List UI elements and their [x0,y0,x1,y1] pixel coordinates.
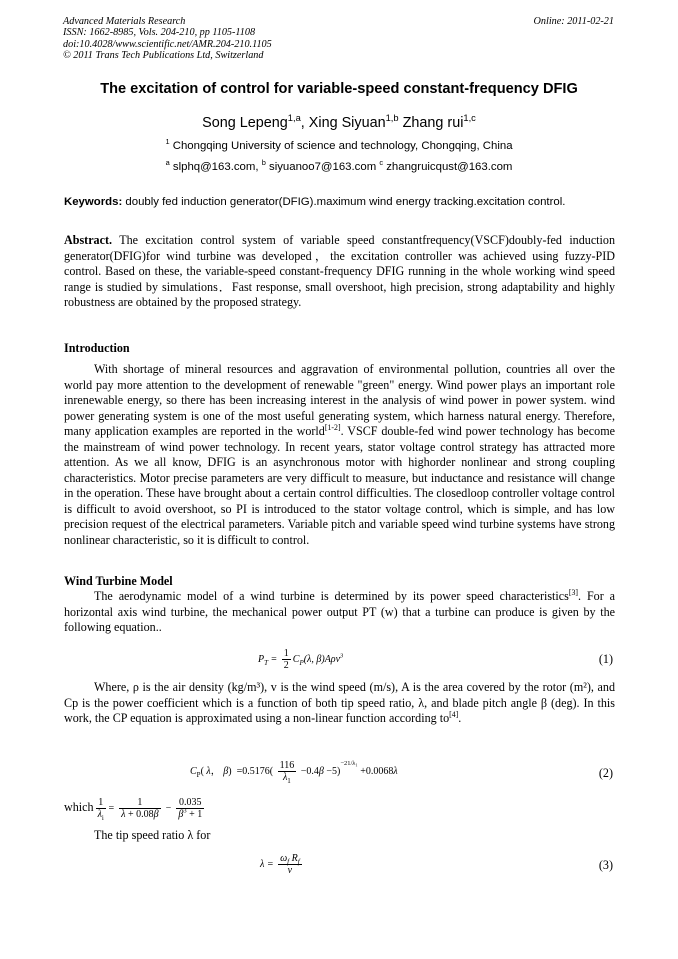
doi-line: doi:10.4028/www.scientific.net/AMR.204-210.1105 [63,38,272,50]
email-sup: c [379,158,384,168]
keywords-label: Keywords: [64,196,123,208]
journal-name: Advanced Materials Research [63,16,186,27]
keywords [64,196,616,208]
where-paragraph [64,680,615,727]
where-cite: [4] [449,709,459,719]
author-list [0,115,678,131]
author-sup: 1,c [463,113,476,124]
intro-text-2: . VSCF double-fed wind power technology has become the mainstream of wind power technology. In recent years, stator voltage control strategy has attracted more attention. As we all know, DFIG is an asynchronous motor with highorder nonlinear and strong coupling characteristics. Motor precise parameters are very difficult to measure, but inductance and resistance will change in the operation. These have brought about a certain control difficulties. The closedloop controller voltage control is difficult to avoid overshoot, so PI is introduced to the stator voltage control, which is simple, and has low precision request of the electrical parameters. Variable pitch and variable speed wind turbine systems have strong nonlinear characteristic, so it is difficult to control. [64,424,615,547]
abstract [64,233,615,311]
copyright-line: © 2011 Trans Tech Publications Ltd, Switzerland [63,50,264,62]
paper-title: The excitation of control for variable-speed constant-frequency DFIG [100,81,578,97]
which-label: which [64,799,94,814]
online-date: Online: 2011-02-21 [533,16,614,27]
intro-heading: Introduction [64,341,130,355]
which-equation: $\frac{1}{\lambda_i}$ = $\frac{1}{\lambda + 0.08\beta}$ − $\frac{0.035}{\beta^3 + 1}$ [97,797,203,822]
affiliation [0,137,678,152]
where-text: Where, ρ is the air density (kg/m³), v is the wind speed (m/s), A is the area covered by the rotor (m²), and Cp is the power coefficient which is a function of both tip speed ratio, λ, and blade pitch angle β (deg). In this work, the CP equation is approximated using a non-linear function according to [64,680,615,725]
email-item: zhangruicqust@163.com [386,161,513,173]
intro-cite: [1-2] [324,422,341,432]
equation-1: $P_T$ = $\frac{1}{2}$ $C_P(\lambda$, β)Aρv$^3$ [258,648,344,671]
equation-3: λ = $\frac{\omega_f R_f}{v}$ [260,853,300,876]
author-name: Xing Siyuan [308,115,386,131]
abstract-text: The excitation control system of variable speed constantfrequency(VSCF)doubly-fed induction generator(DFIG)for wind turbine was developed，the excitation controller was achieved using fuzzy-PID control. Based on these, the variable-speed constant-frequency DFIG running in the whole working wind speed range is studied by simulations．Fast response, small overshoot, high precision, strong adaptability and highly robustness are obtained by the proposed strategy. [64,233,615,309]
email-sup: b [261,158,266,168]
email-item: slphq@163.com, [172,161,262,173]
equation-1-number: (1) [598,652,613,666]
author-sup: 1,b [385,113,399,124]
email-item: siyuanoo7@163.com [269,161,380,173]
equation-2: $C_P$( λ， β) =0.5176( $\frac{116}{\lambda_1}$ −0.4β −5)$^{-21/\lambda_1}$ +0.0068λ [190,760,398,785]
wind-cite: [3] [568,587,579,597]
author-sup: 1,a [287,113,301,124]
issn-line: ISSN: 1662-8985, Vols. 204-210, pp 1105-1108 [63,27,256,39]
keywords-text: doubly fed induction generator(DFIG).maximum wind energy tracking.excitation control. [125,196,566,208]
wind-heading: Wind Turbine Model [64,574,173,588]
which-line [64,797,206,820]
email-sup: a [165,158,170,168]
intro-text-1: With shortage of mineral resources and aggravation of environmental pollution, countries all over the world pay more attention to the development of renewable "green" energy. Wind power plays an important role inrenewable energy, so there has been increasing interest in the analysis of wind power in power system. wind power generating system is one of the most useful generating system, which harness natural energy. Therefore, many application examples are reported in the world [64,362,615,438]
tip-speed-ratio-line: The tip speed ratio λ for [94,828,211,842]
abstract-label: Abstract. [64,233,113,247]
affiliation-sup: 1 [165,137,170,147]
intro-paragraph [64,362,615,548]
email-list [0,158,678,173]
affiliation-text: Chongqing University of science and technology, Chongqing, China [172,140,513,152]
where-end: . [458,711,462,725]
equation-3-number: (3) [598,858,613,872]
wind-paragraph [64,589,615,636]
author-name: Song Lepeng [202,115,288,131]
author-name: Zhang rui [402,115,464,131]
equation-2-number: (2) [598,766,613,780]
author-sep: , [300,115,309,131]
wind-text-2: . For a horizontal axis wind turbine, the mechanical power output PT (w) that a turbine can produce is given by the following equation.. [64,589,616,634]
wind-text-1: The aerodynamic model of a wind turbine is determined by its power speed characteristics [94,589,569,603]
journal-header [63,16,272,62]
